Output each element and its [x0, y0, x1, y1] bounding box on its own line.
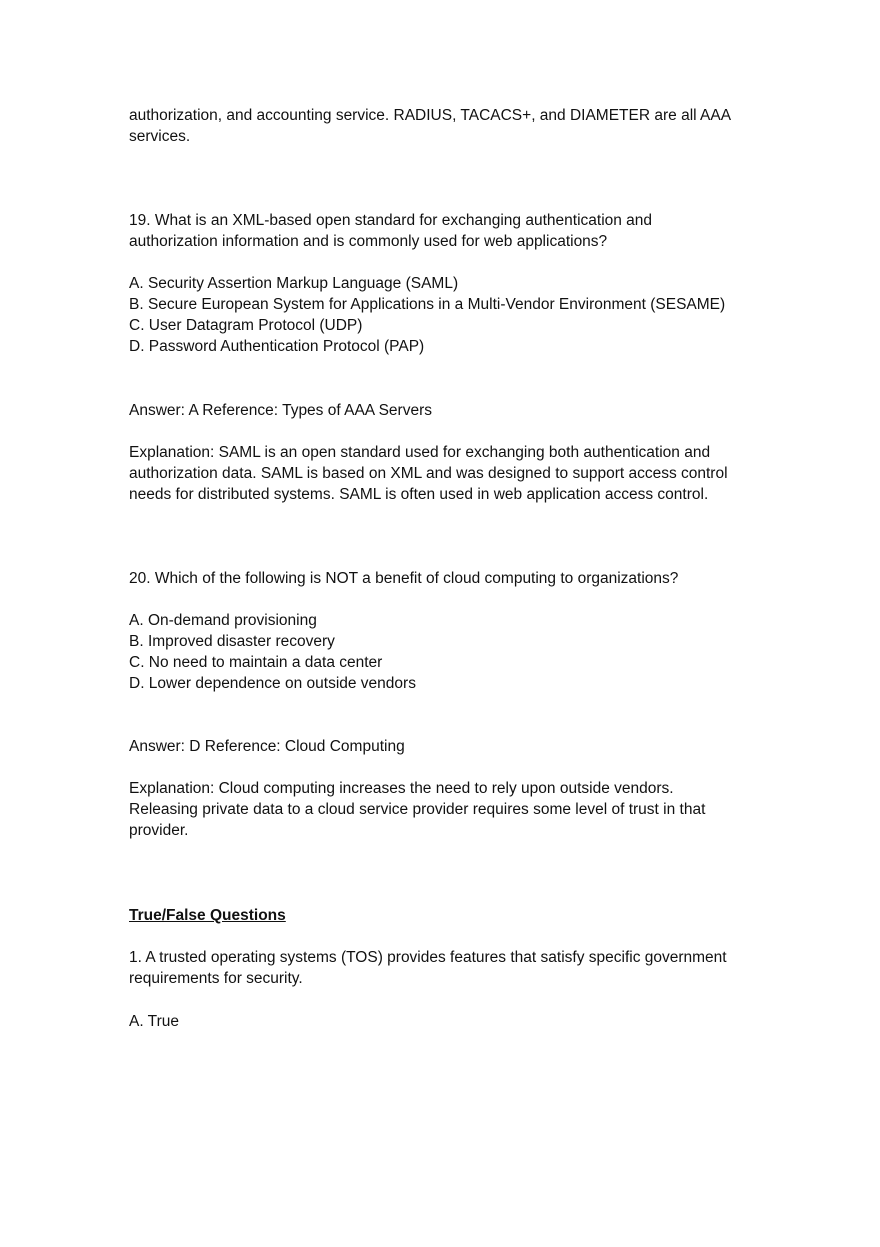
option-c: C. User Datagram Protocol (UDP)	[129, 317, 363, 334]
question-line: 19. What is an XML-based open standard for exchanging authentication and	[129, 212, 653, 229]
answer-line: Answer: D Reference: Cloud Computing	[129, 738, 405, 755]
question-line: requirements for security.	[129, 970, 303, 987]
true-false-heading: True/False Questions	[129, 907, 286, 924]
question-19-text	[129, 210, 759, 252]
option-b: B. Secure European System for Applications in a Multi-Vendor Environment (SESAME)	[129, 296, 726, 313]
question-20-explanation	[129, 778, 759, 841]
tf-question-1-text	[129, 947, 759, 989]
question-20-answer	[129, 736, 759, 757]
question-line: 1. A trusted operating systems (TOS) provides features that satisfy specific government	[129, 949, 727, 966]
answer-line: Answer: A Reference: Types of AAA Servers	[129, 402, 432, 419]
tf-question-1-options	[129, 1011, 759, 1032]
question-20-text	[129, 568, 759, 589]
section-heading	[129, 905, 759, 926]
question-line: authorization information and is commonly used for web applications?	[129, 233, 608, 250]
question-20-options	[129, 610, 759, 694]
intro-paragraph	[129, 105, 759, 147]
explanation-line: Releasing private data to a cloud service provider requires some level of trust in that	[129, 801, 706, 818]
question-19-answer	[129, 400, 759, 421]
explanation-line: Explanation: Cloud computing increases the need to rely upon outside vendors.	[129, 780, 674, 797]
option-b: B. Improved disaster recovery	[129, 633, 335, 650]
intro-line: services.	[129, 128, 191, 145]
explanation-line: authorization data. SAML is based on XML and was designed to support access control	[129, 465, 728, 482]
option-a: A. On-demand provisioning	[129, 612, 317, 629]
option-a: A. Security Assertion Markup Language (SAML)	[129, 275, 459, 292]
intro-line: authorization, and accounting service. RADIUS, TACACS+, and DIAMETER are all AAA	[129, 107, 732, 124]
question-19-options	[129, 273, 759, 357]
explanation-line: provider.	[129, 822, 189, 839]
option-a: A. True	[129, 1013, 179, 1030]
question-line: 20. Which of the following is NOT a benefit of cloud computing to organizations?	[129, 570, 679, 587]
option-d: D. Password Authentication Protocol (PAP)	[129, 338, 425, 355]
option-d: D. Lower dependence on outside vendors	[129, 675, 416, 692]
explanation-line: needs for distributed systems. SAML is often used in web application access control.	[129, 486, 709, 503]
explanation-line: Explanation: SAML is an open standard used for exchanging both authentication and	[129, 444, 711, 461]
option-c: C. No need to maintain a data center	[129, 654, 383, 671]
question-19-explanation	[129, 442, 759, 505]
